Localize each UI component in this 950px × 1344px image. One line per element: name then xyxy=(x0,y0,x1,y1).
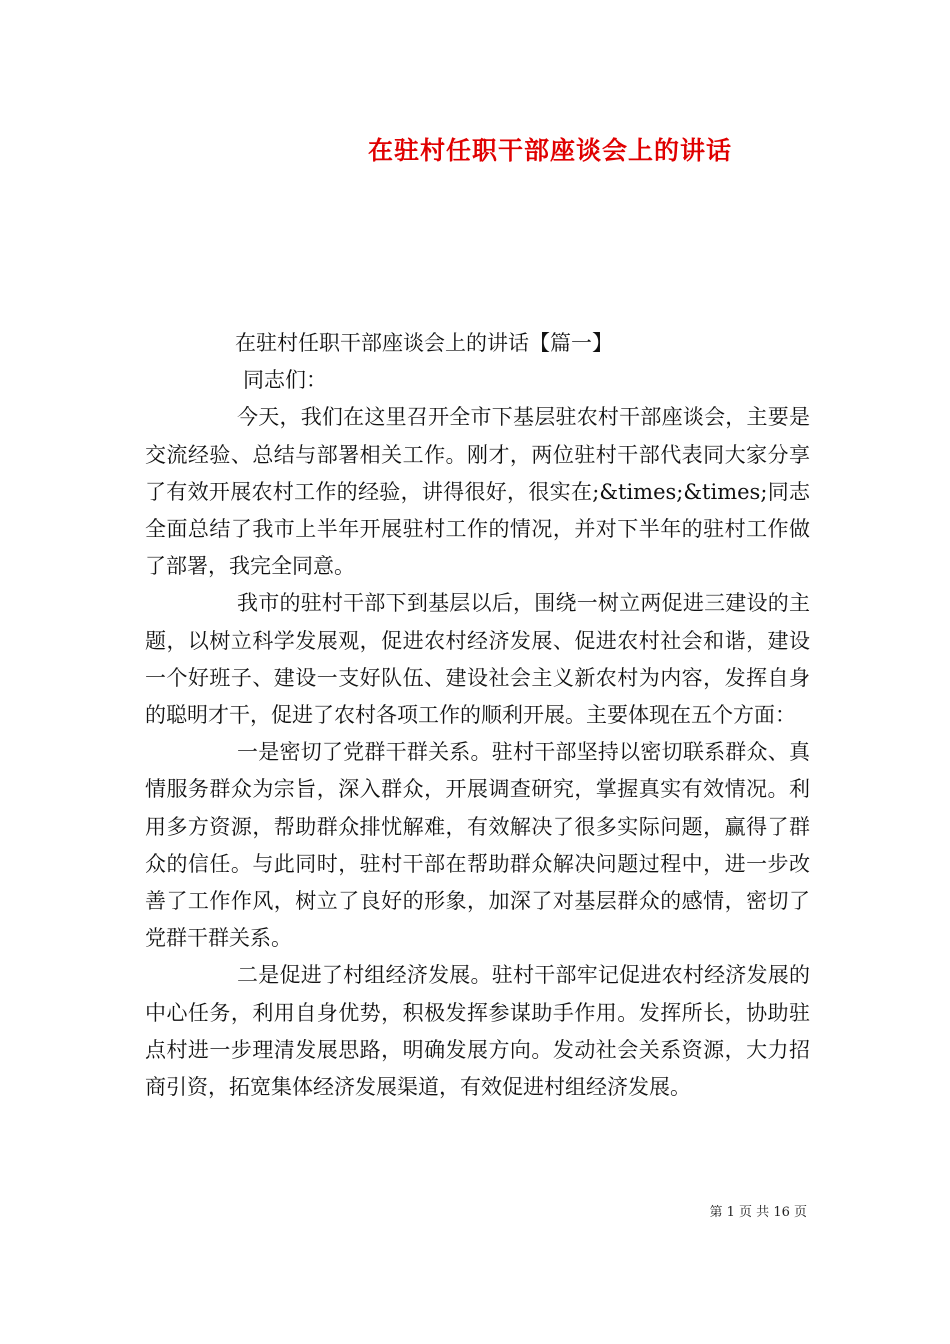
section-heading: 在驻村任职干部座谈会上的讲话【篇一】 xyxy=(235,331,613,355)
paragraph-4: 二是促进了村组经济发展。驻村干部牢记促进农村经济发展的中心任务，利用自身优势，积极发挥参谋助手作用。发挥所长，协助驻点村进一步理清发展思路，明确发展方向。发动社会关系资源，大力招商引资，拓宽集体经济发展渠道，有效促进村组经济发展。 xyxy=(145,963,810,1100)
paragraph-3: 一是密切了党群干群关系。驻村干部坚持以密切联系群众、真情服务群众为宗旨，深入群众，开展调查研究，掌握真实有效情况。利用多方资源，帮助群众排忧解难，有效解决了很多实际问题，赢得了群众的信任。与此同时，驻村干部在帮助群众解决问题过程中，进一步改善了工作作风，树立了良好的形象，加深了对基层群众的感情，密切了党群干群关系。 xyxy=(145,740,810,951)
page-number: 第 1 页 共 16 页 xyxy=(709,1205,807,1220)
paragraph-1: 今天，我们在这里召开全市下基层驻农村干部座谈会，主要是交流经验、总结与部署相关工作。刚才，两位驻村干部代表同大家分享了有效开展农村工作的经验，讲得很好，很实在;&times;&times;同志全面总结了我市上半年开展驻村工作的情况，并对下半年的驻村工作做了部署，我完全同意。 xyxy=(145,405,810,579)
paragraph-2: 我市的驻村干部下到基层以后，围绕一树立两促进三建设的主题，以树立科学发展观，促进农村经济发展、促进农村社会和谐，建设一个好班子、建设一支好队伍、建设社会主义新农村为内容，发挥自身的聪明才干，促进了农村各项工作的顺利开展。主要体现在五个方面： xyxy=(145,591,810,728)
document-body xyxy=(145,325,810,1106)
document-title: 在驻村任职干部座谈会上的讲话 xyxy=(367,136,732,165)
salutation: 同志们： xyxy=(243,368,327,393)
